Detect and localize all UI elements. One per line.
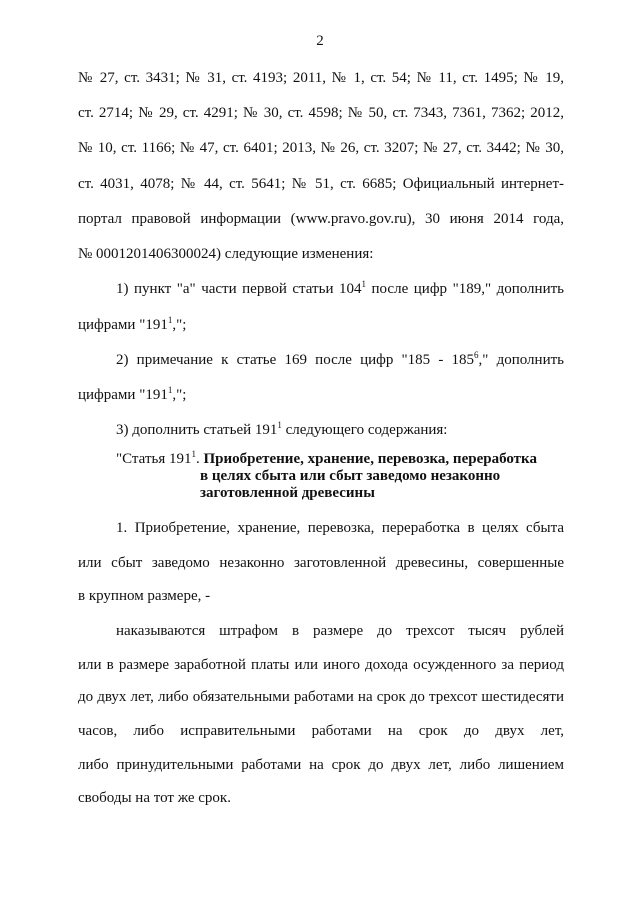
article-heading [116, 451, 566, 502]
item-1-line-1 [116, 280, 564, 298]
part-1-line-2: или сбыт заведомо незаконно заготовленной древесины, совершенные [78, 555, 564, 571]
part-1-line-3: в крупном размере, - [78, 588, 211, 604]
item-3-text-a: 3) дополнить статьей 191 [116, 422, 278, 438]
intro-line-4: ст. 4031, 4078; № 44, ст. 5641; № 51, ст. 6685; Официальный интернет- [78, 176, 564, 192]
item-2-text-c: цифрами "191 [78, 387, 168, 403]
article-prefix-dot: . [195, 451, 204, 467]
page-number: 2 [316, 33, 324, 49]
article-superscript: 1 [191, 449, 196, 459]
punishment-line-3: до двух лет, либо обязательными работами на срок до трехсот шестидесяти [78, 689, 564, 705]
punishment-line-1: наказываются штрафом в размере до трехсот тысяч рублей [116, 623, 564, 639]
item-1-text-c: цифрами "191 [78, 317, 168, 333]
item-2-text-d: ,"; [172, 387, 187, 403]
item-3-text-b: следующего содержания: [281, 422, 448, 438]
punishment-line-2: или в размере заработной платы или иного дохода осужденного за период [78, 657, 564, 673]
item-1-line-2 [78, 316, 564, 334]
article-title-line-2: в целях сбыта или сбыт заведомо незаконно [200, 468, 501, 484]
item-2-superscript-2: 1 [167, 385, 173, 395]
item-3-line [116, 421, 564, 439]
punishment-line-5: либо принудительными работами на срок до двух лет, либо лишением [78, 757, 564, 773]
item-1-text-d: ,"; [172, 317, 187, 333]
item-2-superscript: 6 [474, 350, 479, 360]
item-1-superscript-2: 1 [167, 315, 173, 325]
article-title-line-3: заготовленной древесины [200, 485, 375, 501]
item-1-text-a: 1) пункт "а" части первой статьи 104 [116, 281, 362, 297]
article-title-line-1: Приобретение, хранение, перевозка, переработка [203, 451, 537, 467]
punishment-line-6: свободы на тот же срок. [78, 790, 231, 806]
article-prefix: "Статья 191 [116, 451, 192, 467]
punishment-line-4: часов, либо исправительными работами на срок до двух лет, [78, 723, 564, 739]
item-2-text-b: ," дополнить [478, 352, 564, 368]
item-2-line-1 [116, 351, 564, 369]
intro-line-6: № 0001201406300024) следующие изменения: [78, 246, 374, 262]
intro-line-3: № 10, ст. 1166; № 47, ст. 6401; 2013, № 26, ст. 3207; № 27, ст. 3442; № 30, [78, 140, 564, 156]
intro-line-1: № 27, ст. 3431; № 31, ст. 4193; 2011, № 1, ст. 54; № 11, ст. 1495; № 19, [78, 70, 564, 86]
item-2-text-a: 2) примечание к статье 169 после цифр "185 - 185 [116, 352, 475, 368]
item-1-text-b: после цифр "189," дополнить [366, 281, 564, 297]
item-1-superscript: 1 [361, 279, 366, 289]
intro-line-2: ст. 2714; № 29, ст. 4291; № 30, ст. 4598; № 50, ст. 7343, 7361, 7362; 2012, [78, 105, 564, 121]
item-2-line-2 [78, 386, 564, 404]
item-3-superscript: 1 [277, 420, 282, 430]
part-1-line-1: 1. Приобретение, хранение, перевозка, переработка в целях сбыта [116, 520, 564, 536]
intro-line-5: портал правовой информации (www.pravo.gov.ru), 30 июня 2014 года, [78, 211, 564, 227]
